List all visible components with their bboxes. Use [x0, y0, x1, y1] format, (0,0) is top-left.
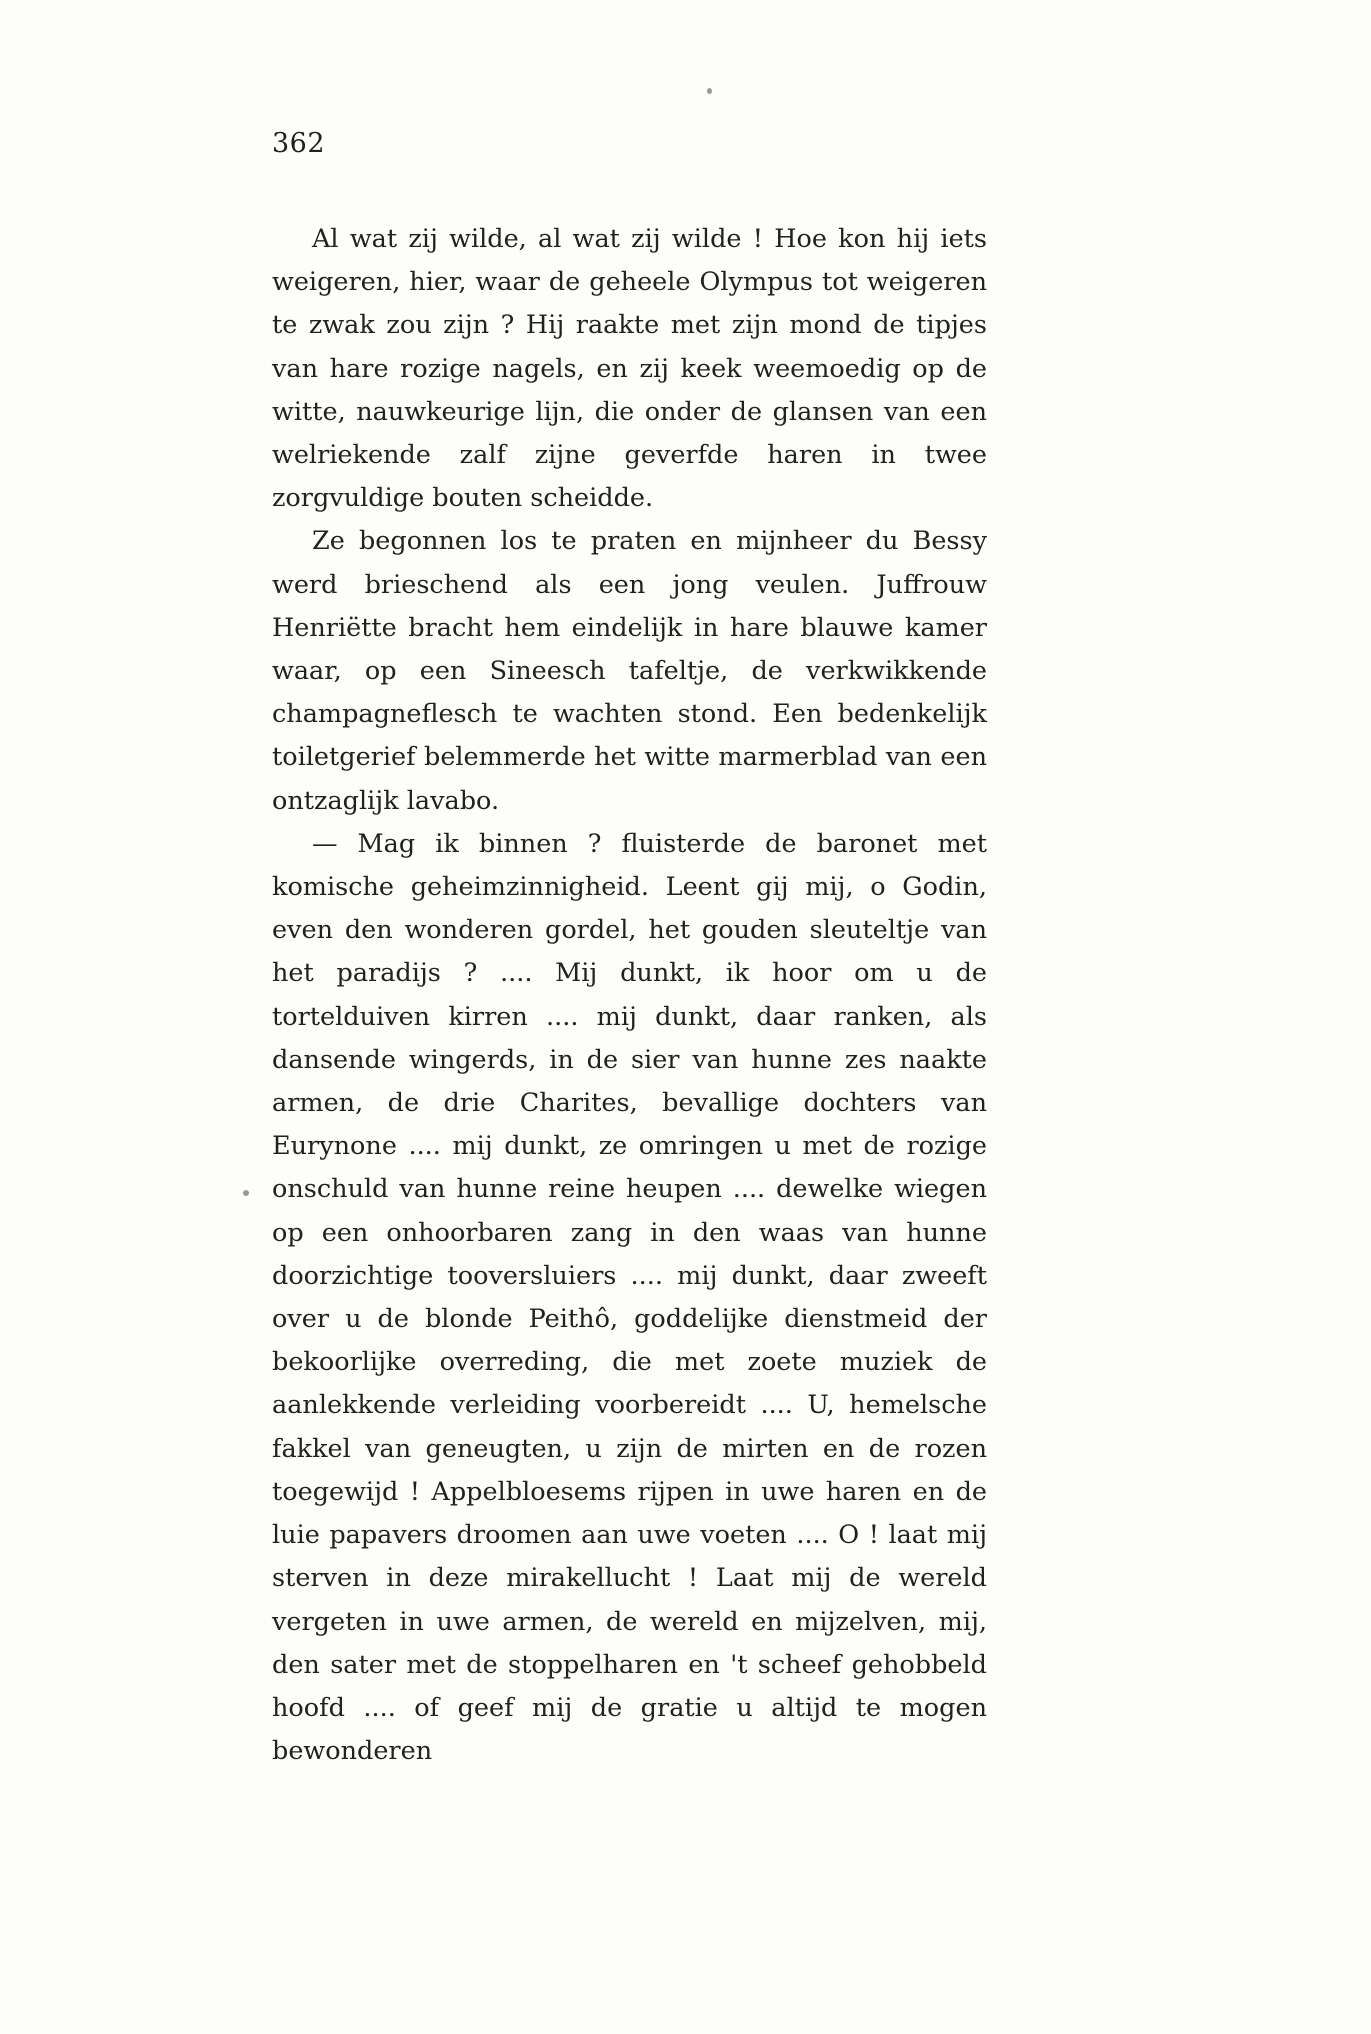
page-body-text	[272, 218, 987, 1773]
paragraph: Al wat zij wilde, al wat zij wilde ! Hoe kon hij iets weigeren, hier, waar de geheele Olympus tot weigeren te zwak zou zijn ? Hij raakte met zijn mond de tipjes van hare rozige nagels, en zij keek weemoedig op de witte, nauwkeurige lijn, die onder de glansen van een welriekende zalf zijne geverfde haren in twee zorgvuldige bouten scheidde.	[272, 224, 987, 514]
scan-speck-icon	[707, 88, 712, 94]
paragraph: Ze begonnen los te praten en mijnheer du Bessy werd brieschend als een jong veulen. Juffrouw Henriëtte bracht hem eindelijk in hare blauwe kamer waar, op een Sineesch tafeltje, de verkwikkende champagneflesch te wachten stond. Een bedenkelijk toiletgerief belemmerde het witte marmerblad van een ontzaglijk lavabo.	[272, 526, 987, 816]
paragraph: — Mag ik binnen ? fluisterde de baronet met komische geheimzinnigheid. Leent gij mij, o Godin, even den wonderen gordel, het gouden sleuteltje van het paradijs ? .... Mij dunkt, ik hoor om u de tortelduiven kirren .... mij dunkt, daar ranken, als dansende wingerds, in de sier van hunne zes naakte armen, de drie Charites, bevallige dochters van Eurynone .... mij dunkt, ze omringen u met de rozige onschuld van hunne reine heupen .... dewelke wiegen op een onhoorbaren zang in den waas van hunne doorzichtige tooversluiers .... mij dunkt, daar zweeft over u de blonde Peithô, goddelijke dienstmeid der bekoorlijke overreding, die met zoete muziek de aanlekkende verleiding voorbereidt .... U, hemelsche fakkel van geneugten, u zijn de mirten en de rozen toegewijd ! Appelbloesems rijpen in uwe haren en de luie papavers droomen aan uwe voeten .... O ! laat mij sterven in deze mirakellucht ! Laat mij de wereld vergeten in uwe armen, de wereld en mijzelven, mij, den sater met de stoppelharen en 't scheef gehobbeld hoofd .... of geef mij de gratie u altijd te mogen bewonderen	[272, 828, 987, 1767]
page-number: 362	[272, 128, 326, 159]
scan-speck-icon	[243, 1190, 249, 1196]
